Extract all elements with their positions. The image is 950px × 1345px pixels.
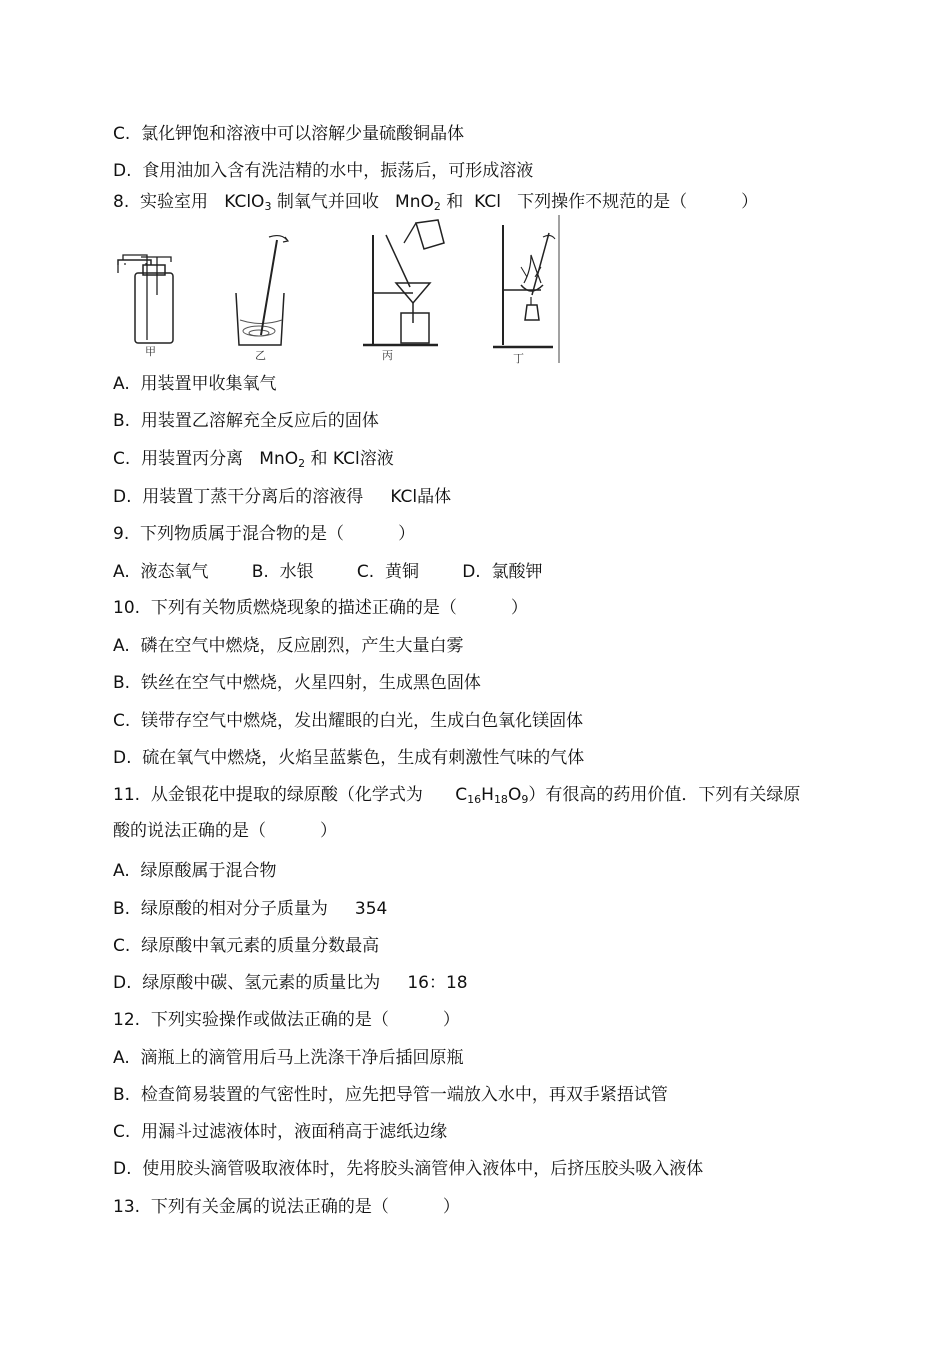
q8-option-a: A. 用装置甲收集氧气	[113, 374, 277, 394]
question-12: 12. 下列实验操作或做法正确的是（ ）	[113, 1010, 460, 1030]
q9-options: A. 液态氧气 B. 水银 C. 黄铜 D. 氯酸钾	[113, 562, 543, 582]
q11-option-b: B. 绿原酸的相对分子质量为 354	[113, 899, 388, 919]
q10-option-a: A. 磷在空气中燃烧，反应剧烈，产生大量白雾	[113, 636, 464, 656]
question-8: 8. 实验室用 KClO$_3$ 制氧气并回收 MnO$_2$ 和 KCl 下列操作不规范的是（ ）	[113, 192, 759, 213]
figure-caption-bing: 丙	[382, 349, 393, 362]
q8-option-c: C. 用装置丙分离 MnO$_2$ 和 KCl溶液	[113, 449, 394, 470]
q8-option-d: D. 用装置丁蒸干分离后的溶液得 KCl晶体	[113, 487, 452, 507]
figure-yi	[231, 215, 301, 365]
q11-option-d: D. 绿原酸中碳、氢元素的质量比为 16：18	[113, 973, 468, 993]
q12-option-b: B. 检查简易装置的气密性时，应先把导管一端放入水中，再双手紧捂试管	[113, 1085, 668, 1105]
figure-bing	[358, 215, 448, 365]
q12-option-a: A. 滴瓶上的滴管用后马上洗涤干净后插回原瓶	[113, 1048, 464, 1068]
option-c-line: C. 氯化钾饱和溶液中可以溶解少量硫酸铜晶体	[113, 124, 465, 144]
q11-option-c: C. 绿原酸中氧元素的质量分数最高	[113, 936, 380, 956]
question-11: 11. 从金银花中提取的绿原酸（化学式为 $C_{16}H_{18}O_9$）有很高的药用价值．下列有关绿原	[113, 785, 801, 806]
figure-caption-ding: 丁	[513, 352, 524, 365]
q11-option-a: A. 绿原酸属于混合物	[113, 861, 277, 881]
q10-option-b: B. 铁丝在空气中燃烧，火星四射，生成黑色固体	[113, 673, 481, 693]
question-9: 9. 下列物质属于混合物的是（ ）	[113, 524, 416, 544]
figure-caption-jia: 甲	[145, 345, 156, 358]
q10-option-c: C. 镁带存空气中燃烧，发出耀眼的白光，生成白色氧化镁固体	[113, 711, 584, 731]
question-11-cont: 酸的说法正确的是（ ）	[113, 821, 338, 841]
question-10: 10. 下列有关物质燃烧现象的描述正确的是（ ）	[113, 598, 528, 618]
q12-option-d: D. 使用胶头滴管吸取液体时，先将胶头滴管伸入液体中，后挤压胶头吸入液体	[113, 1159, 704, 1179]
option-d-line: D. 食用油加入含有洗洁精的水中，振荡后，可形成溶液	[113, 161, 534, 181]
apparatus-figures	[113, 215, 573, 365]
q10-option-d: D. 硫在氧气中燃烧，火焰呈蓝紫色，生成有刺激性气味的气体	[113, 748, 585, 768]
q8-option-b: B. 用装置乙溶解充全反应后的固体	[113, 411, 379, 431]
figure-jia	[113, 215, 183, 365]
figure-caption-yi: 乙	[255, 349, 266, 362]
figure-ding	[491, 215, 571, 365]
q12-option-c: C. 用漏斗过滤液体时，液面稍高于滤纸边缘	[113, 1122, 448, 1142]
question-13: 13. 下列有关金属的说法正确的是（ ）	[113, 1197, 460, 1217]
